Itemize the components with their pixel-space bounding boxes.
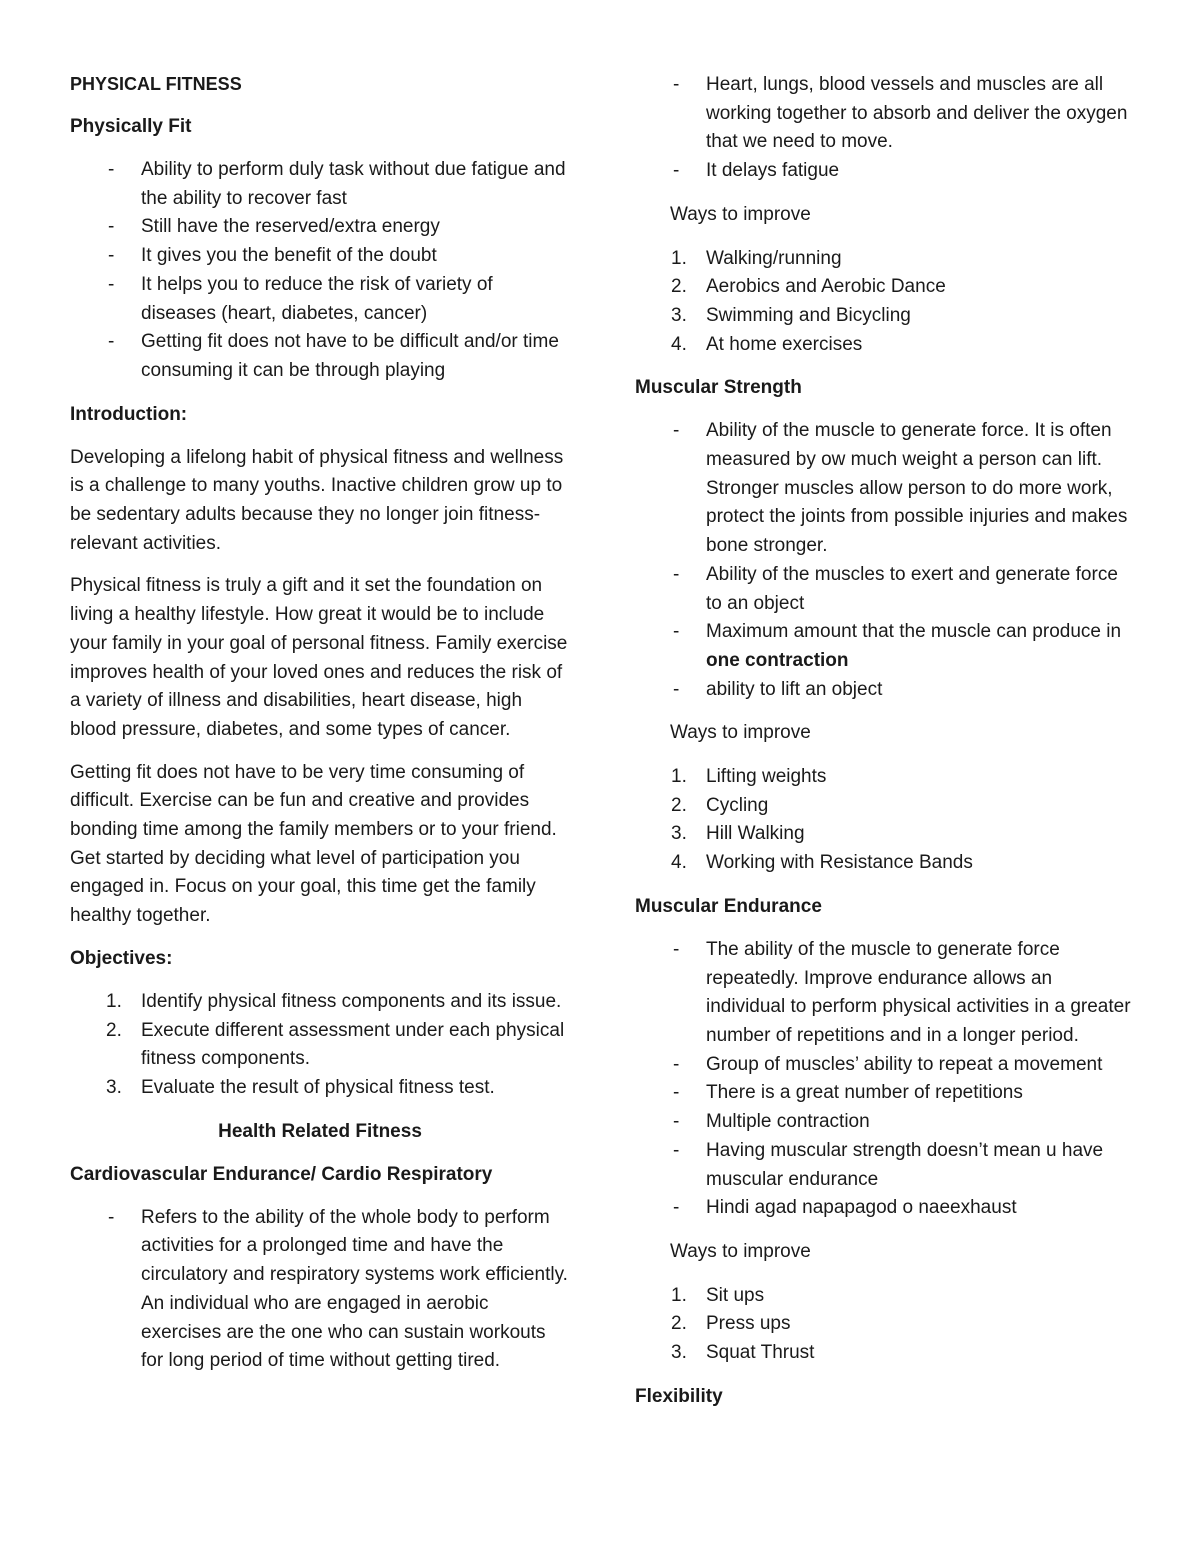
- list-text-bold: one contraction: [706, 649, 849, 671]
- intro-paragraph: Developing a lifelong habit of physical fitness and wellness is a challenge to many youths. Inactive children grow up to be sedentary adults because they no longer join fitness-relevant activities.: [70, 446, 564, 554]
- list-item: - Multiple contraction: [635, 1108, 1135, 1137]
- list-item: [635, 302, 1135, 331]
- list-item: - It gives you the benefit of the doubt: [70, 242, 570, 271]
- list-text: Aerobics and Aerobic Dance: [706, 276, 946, 298]
- endurance-ways-list: [635, 1282, 1135, 1368]
- list-item: [635, 1339, 1135, 1368]
- list-text: Maximum amount that the muscle can produce in: [706, 621, 1122, 643]
- list-item: - Heart, lungs, blood vessels and muscles are all working together to absorb and deliver the oxygen that we need to move.: [635, 71, 1135, 157]
- list-item: [635, 792, 1135, 821]
- list-item: [635, 1310, 1135, 1339]
- list-number: 3.: [671, 823, 687, 845]
- list-text: Sit ups: [706, 1284, 765, 1306]
- list-item: [635, 763, 1135, 792]
- list-text: Working with Resistance Bands: [706, 852, 973, 874]
- list-number: 2.: [671, 794, 687, 816]
- list-text: Walking/running: [706, 247, 842, 269]
- list-item: [635, 245, 1135, 274]
- list-text: Identify physical fitness components and its issue.: [141, 990, 562, 1012]
- list-number: 1.: [671, 247, 687, 269]
- list-number: 1.: [671, 766, 687, 788]
- list-item: - It delays fatigue: [635, 157, 1135, 186]
- list-text: Cycling: [706, 794, 769, 816]
- list-number: 3.: [671, 304, 687, 326]
- endurance-list: [635, 936, 1135, 1223]
- strength-ways-list: [635, 763, 1135, 878]
- list-text: Swimming and Bicycling: [706, 304, 911, 326]
- flexibility-heading: Flexibility: [635, 1385, 723, 1407]
- list-item: - Refers to the ability of the whole body to perform activities for a prolonged time and have the circulatory and respiratory systems work efficiently. An individual who are engaged in aerobic exercises are the one who can sustain workouts for long period of time without getting tired.: [70, 1204, 570, 1376]
- list-item: - There is a great number of repetitions: [635, 1079, 1135, 1108]
- list-number: 2.: [106, 1019, 122, 1041]
- list-item: [635, 849, 1135, 878]
- list-item: [635, 1282, 1135, 1311]
- list-number: 4.: [671, 333, 687, 355]
- list-item: - Ability of the muscle to generate force. It is often measured by ow much weight a person can lift. Stronger muscles allow person to do more work, protect the joints from possible injuries and makes bone stronger.: [635, 417, 1135, 561]
- strength-list: [635, 417, 1135, 704]
- cardio-continued-list: [635, 71, 1135, 186]
- list-item: - Getting fit does not have to be difficult and/or time consuming it can be through playing: [70, 328, 570, 385]
- right-column: [635, 70, 1135, 1426]
- list-number: 1.: [106, 990, 122, 1012]
- left-column: [70, 70, 570, 1391]
- introduction-heading: Introduction:: [70, 403, 188, 425]
- document-title: PHYSICAL FITNESS: [70, 74, 242, 94]
- health-related-heading: Health Related Fitness: [218, 1120, 422, 1142]
- list-item: [635, 820, 1135, 849]
- list-text: Hill Walking: [706, 823, 805, 845]
- list-item: - Having muscular strength doesn’t mean u have muscular endurance: [635, 1137, 1135, 1194]
- muscular-endurance-heading: Muscular Endurance: [635, 895, 822, 917]
- objectives-heading: Objectives:: [70, 947, 173, 969]
- list-text: At home exercises: [706, 333, 863, 355]
- intro-paragraph: Getting fit does not have to be very time consuming of difficult. Exercise can be fun and creative and provides bonding time among the family members or to your friend. Get started by deciding what level of participation you engaged in. Focus on your goal, this time get the family healthy together.: [70, 761, 557, 927]
- cardio-heading: Cardiovascular Endurance/ Cardio Respiratory: [70, 1163, 493, 1185]
- list-item: [635, 273, 1135, 302]
- list-item: [70, 1017, 570, 1074]
- ways-to-improve-label: Ways to improve: [670, 203, 811, 225]
- objectives-list: [70, 988, 570, 1103]
- list-number: 2.: [671, 1313, 687, 1335]
- list-number: 3.: [106, 1076, 122, 1098]
- list-text: Evaluate the result of physical fitness test.: [141, 1076, 495, 1098]
- list-item: [70, 1074, 570, 1103]
- ways-to-improve-label: Ways to improve: [670, 1240, 811, 1262]
- ways-to-improve-label: Ways to improve: [670, 722, 811, 744]
- cardio-ways-list: [635, 245, 1135, 360]
- list-item: - Ability to perform duly task without due fatigue and the ability to recover fast: [70, 156, 570, 213]
- list-item: - Group of muscles’ ability to repeat a movement: [635, 1051, 1135, 1080]
- physically-fit-list: [70, 156, 570, 386]
- list-item: - Hindi agad napapagod o naeexhaust: [635, 1194, 1135, 1223]
- list-item: [70, 988, 570, 1017]
- list-text: Execute different assessment under each physical fitness components.: [141, 1019, 565, 1070]
- list-item: [635, 618, 1135, 675]
- list-item: - ability to lift an object: [635, 676, 1135, 705]
- intro-paragraph: Physical fitness is truly a gift and it set the foundation on living a healthy lifestyle. How great it would be to include your family in your goal of personal fitness. Family exercise improves health of your loved ones and reduces the risk of a variety of illness and disabilities, heart disease, high blood pressure, diabetes, and some types of cancer.: [70, 575, 568, 740]
- list-text: Lifting weights: [706, 766, 827, 788]
- list-item: [635, 331, 1135, 360]
- list-number: 4.: [671, 852, 687, 874]
- list-item: - It helps you to reduce the risk of variety of diseases (heart, diabetes, cancer): [70, 271, 570, 328]
- list-text: Press ups: [706, 1313, 791, 1335]
- list-item: - Ability of the muscles to exert and generate force to an object: [635, 561, 1135, 618]
- muscular-strength-heading: Muscular Strength: [635, 377, 802, 399]
- list-number: 2.: [671, 276, 687, 298]
- cardio-list: [70, 1204, 570, 1376]
- list-number: 3.: [671, 1342, 687, 1364]
- list-number: 1.: [671, 1284, 687, 1306]
- list-item: - Still have the reserved/extra energy: [70, 213, 570, 242]
- list-text: Squat Thrust: [706, 1342, 815, 1364]
- list-item: - The ability of the muscle to generate force repeatedly. Improve endurance allows an individual to perform physical activities in a greater number of repetitions and in a longer period.: [635, 936, 1135, 1051]
- physically-fit-heading: Physically Fit: [70, 116, 192, 137]
